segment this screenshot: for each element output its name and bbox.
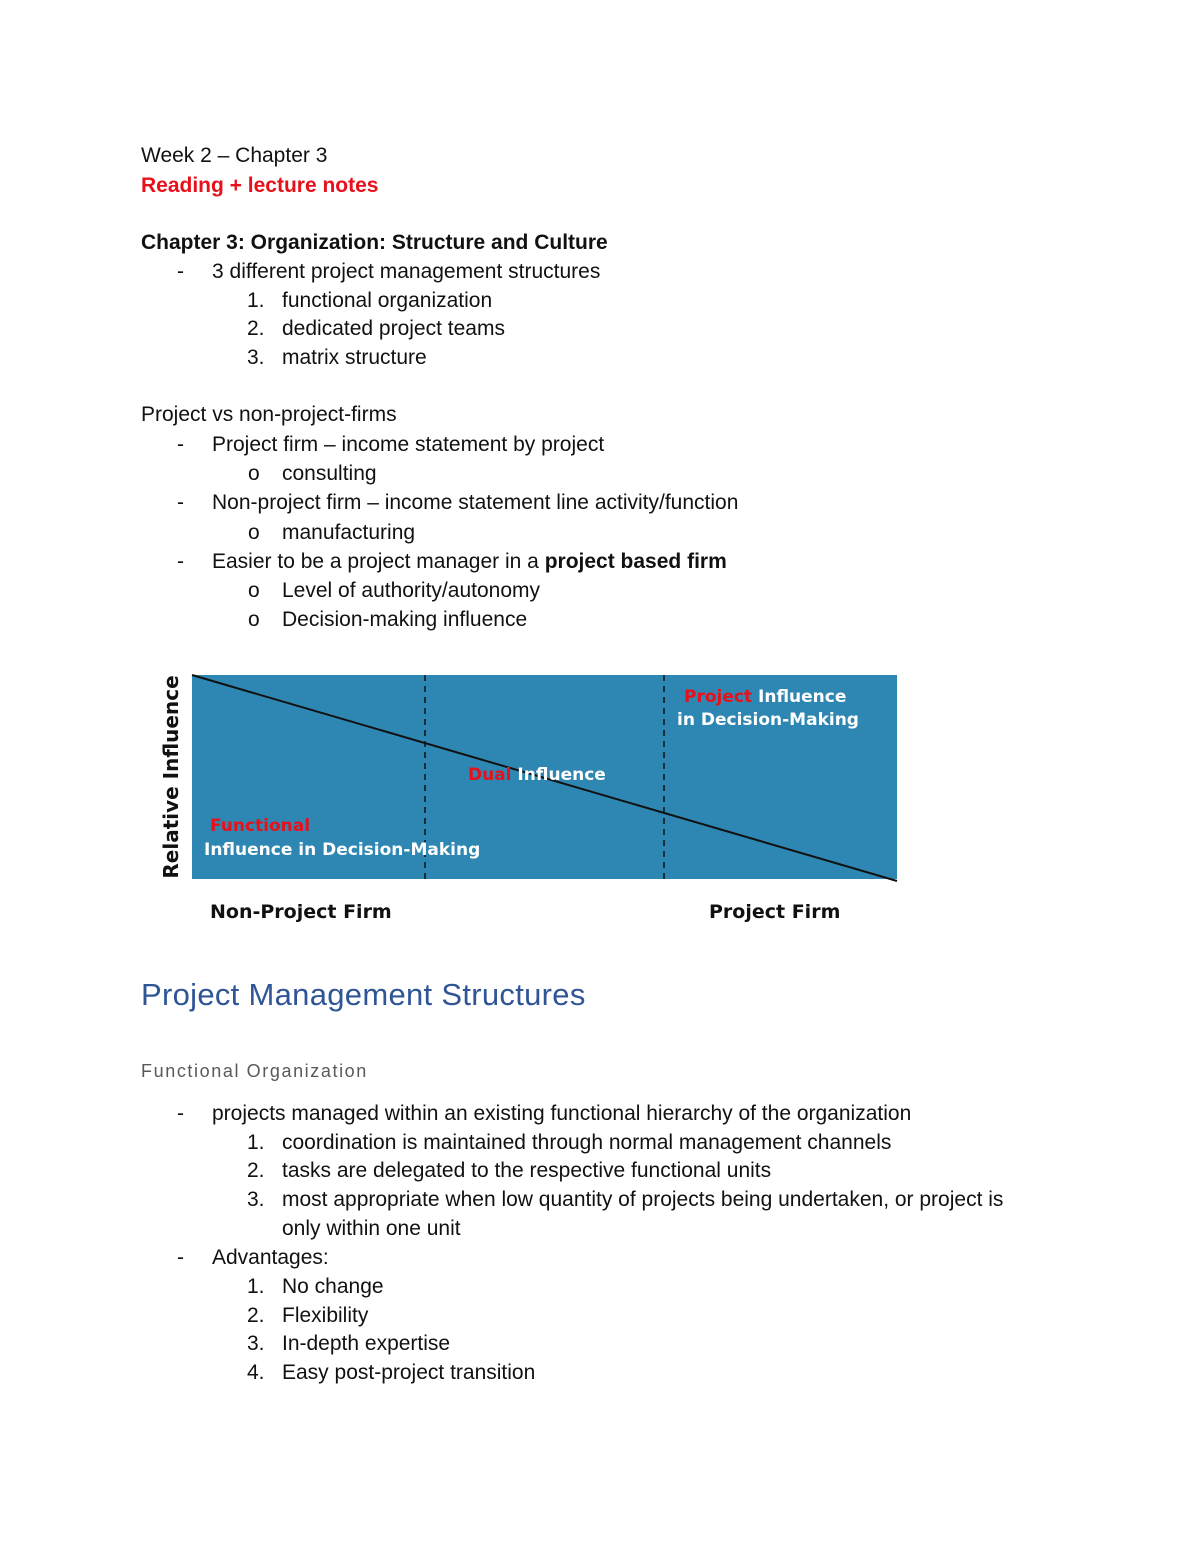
number-marker: 1. xyxy=(247,1131,265,1154)
bullet-easier xyxy=(212,547,727,576)
list-item: coordination is maintained through normal management channels xyxy=(282,1131,892,1154)
chapter-title: Chapter 3: Organization: Structure and Culture xyxy=(141,231,608,254)
dash-marker: - xyxy=(177,550,184,573)
sub-bullet: Level of authority/autonomy xyxy=(282,579,540,602)
number-marker: 1. xyxy=(247,289,265,312)
x-right-label: Project Firm xyxy=(709,901,841,923)
dash-marker: - xyxy=(177,433,184,456)
bullet-managed: projects managed within an existing functional hierarchy of the organization xyxy=(212,1102,912,1125)
circle-marker: o xyxy=(248,608,260,631)
y-axis-label: Relative Influence xyxy=(159,675,183,879)
dash-marker: - xyxy=(177,260,184,283)
number-marker: 4. xyxy=(247,1361,265,1384)
section-subtitle: Functional Organization xyxy=(141,1061,368,1081)
week-title: Week 2 – Chapter 3 xyxy=(141,144,328,167)
chapter-bullet: 3 different project management structures xyxy=(212,260,601,283)
region-dual-white: Influence xyxy=(511,765,606,785)
region-project xyxy=(684,687,846,707)
list-item-continuation: only within one unit xyxy=(282,1217,461,1240)
list-item: matrix structure xyxy=(282,346,427,369)
bullet-easier-bold: project based firm xyxy=(544,550,727,573)
list-item: tasks are delegated to the respective functional units xyxy=(282,1159,772,1182)
advantages-heading: Advantages: xyxy=(212,1246,329,1269)
advantage-item: In-depth expertise xyxy=(282,1332,451,1355)
region-dual xyxy=(468,765,606,785)
sub-bullet: consulting xyxy=(282,462,377,485)
region-project-red: Project xyxy=(684,687,753,707)
region-project-white: Influence xyxy=(752,687,847,707)
dash-marker: - xyxy=(177,1102,184,1125)
region-dual-red: Dual xyxy=(468,765,512,785)
region-project-white2: in Decision-Making xyxy=(677,710,859,730)
section-title: Project Management Structures xyxy=(141,977,586,1012)
number-marker: 3. xyxy=(247,346,265,369)
subtitle: Reading + lecture notes xyxy=(141,174,379,197)
advantage-item: No change xyxy=(282,1275,384,1298)
sub-bullet: manufacturing xyxy=(282,521,416,544)
list-item: functional organization xyxy=(282,289,493,312)
advantage-item: Easy post-project transition xyxy=(282,1361,536,1384)
list-item: dedicated project teams xyxy=(282,317,505,340)
number-marker: 3. xyxy=(247,1188,265,1211)
influence-diagram xyxy=(150,665,910,935)
sub-bullet: Decision-making influence xyxy=(282,608,528,631)
bullet-easier-text: Easier to be a project manager in a xyxy=(212,550,545,573)
circle-marker: o xyxy=(248,462,260,485)
advantage-item: Flexibility xyxy=(282,1304,369,1327)
dash-marker: - xyxy=(177,1246,184,1269)
number-marker: 2. xyxy=(247,317,265,340)
number-marker: 3. xyxy=(247,1332,265,1355)
bullet-project-firm: Project firm – income statement by project xyxy=(212,433,605,456)
circle-marker: o xyxy=(248,521,260,544)
region-functional-white: Influence in Decision-Making xyxy=(204,840,481,860)
circle-marker: o xyxy=(248,579,260,602)
x-left-label: Non-Project Firm xyxy=(210,901,392,923)
dash-marker: - xyxy=(177,491,184,514)
number-marker: 2. xyxy=(247,1304,265,1327)
project-vs-title: Project vs non-project-firms xyxy=(141,403,397,426)
region-functional-red: Functional xyxy=(210,816,311,836)
number-marker: 1. xyxy=(247,1275,265,1298)
bullet-non-project-firm: Non-project firm – income statement line activity/function xyxy=(212,491,739,514)
number-marker: 2. xyxy=(247,1159,265,1182)
list-item: most appropriate when low quantity of projects being undertaken, or project is xyxy=(282,1188,1004,1211)
